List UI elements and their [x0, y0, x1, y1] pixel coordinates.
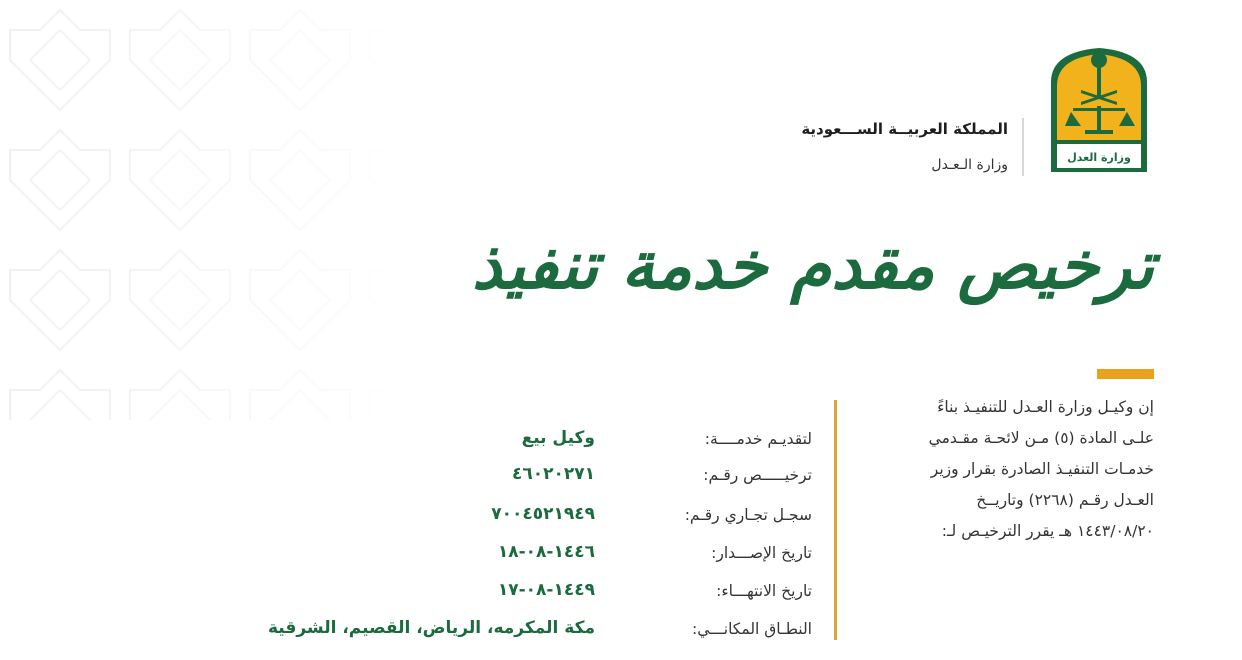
detail-value: وكيل بيع — [521, 428, 595, 448]
intro-line: إن وكيـل وزارة العـدل للتنفيـذ بناءً — [937, 398, 1154, 416]
detail-value: مكة المكرمه، الرياض، القصيم، الشرقية — [267, 618, 595, 638]
detail-row-service — [200, 426, 820, 456]
detail-label: تاريخ الإصـــدار: — [711, 544, 812, 562]
page-title: ترخيص مقدم خدمة تنفيذ — [472, 226, 1154, 304]
ministry-emblem — [1045, 44, 1153, 174]
intro-line: ١٤٤٣/٠٨/٢٠ هـ يقرر الترخيـص لـ: — [941, 522, 1154, 540]
intro-line: خدمـات التنفيـذ الصادرة بقرار وزير — [930, 460, 1154, 478]
detail-value: ١٤٤٩-٠٨-١٧ — [497, 580, 595, 600]
emblem-text: وزارة العدل — [1067, 151, 1131, 164]
detail-row-license — [200, 462, 820, 492]
accent-bar — [1097, 369, 1154, 379]
detail-row-scope — [200, 616, 820, 646]
section-divider — [834, 400, 837, 640]
kingdom-name: المملكة العربيــة الســـعودية — [801, 120, 1008, 138]
intro-line: علـى المادة (٥) مـن لائحـة مقـدمي — [928, 429, 1154, 447]
header-divider — [1022, 118, 1024, 176]
detail-row-commercial-register — [200, 502, 820, 532]
ministry-name: وزارة الـعـدل — [931, 157, 1008, 173]
detail-value: ١٤٤٦-٠٨-١٨ — [497, 542, 595, 562]
detail-value: ٤٦٠٢٠٢٧١ — [511, 464, 595, 484]
intro-line: العـدل رقـم (٢٢٦٨) وتاريــخ — [976, 491, 1154, 509]
intro-paragraph — [852, 392, 1154, 547]
detail-label: سجـل تجـاري رقـم: — [684, 506, 812, 524]
detail-label: ترخيـــــص رقـم: — [703, 466, 812, 484]
detail-label: تاريخ الانتهـــاء: — [716, 582, 812, 600]
detail-label: لتقديـم خدمــــة: — [704, 430, 812, 448]
detail-row-expiry-date — [200, 578, 820, 608]
detail-label: النطـاق المكانـــي: — [692, 620, 812, 638]
detail-value: ٧٠٠٤٥٢١٩٤٩ — [491, 504, 595, 524]
detail-row-issue-date — [200, 540, 820, 570]
